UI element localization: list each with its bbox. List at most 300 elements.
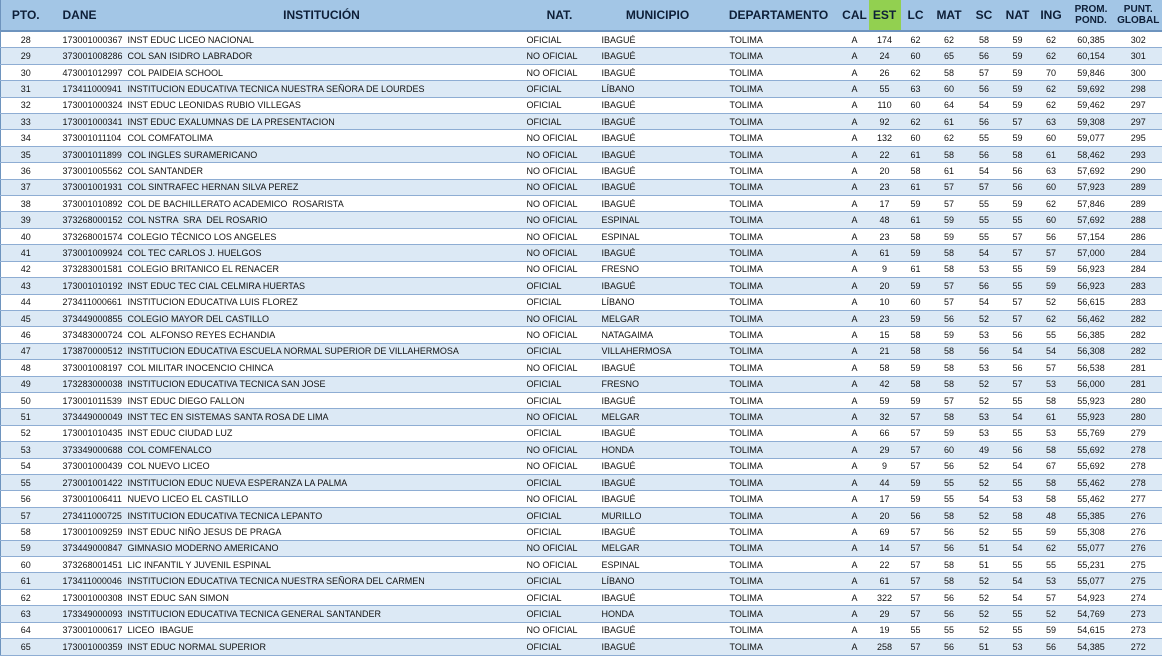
cell-punt_global: 284 (1115, 245, 1162, 261)
cell-punt_global: 281 (1115, 360, 1162, 376)
cell-prom_pond: 56,000 (1068, 376, 1115, 392)
cell-lc: 59 (901, 278, 931, 294)
cell-nat2: 55 (1001, 392, 1035, 408)
cell-punt_global: 278 (1115, 474, 1162, 490)
cell-nat2: 56 (1001, 179, 1035, 195)
table-row (1, 146, 1162, 162)
cell-lc: 57 (901, 606, 931, 622)
cell-institucion: COLEGIO MAYOR DEL CASTILLO (123, 310, 521, 326)
cell-est: 61 (869, 245, 901, 261)
cell-ing: 52 (1035, 294, 1068, 310)
cell-lc: 59 (901, 196, 931, 212)
cell-departamento: TOLIMA (717, 622, 841, 638)
cell-nat: NO OFICIAL (521, 310, 599, 326)
cell-cal: A (841, 557, 869, 573)
cell-dane: 373349000688 (51, 442, 123, 458)
cell-punt_global: 290 (1115, 163, 1162, 179)
cell-nat: OFICIAL (521, 589, 599, 605)
cell-cal: A (841, 507, 869, 523)
cell-pto: 47 (1, 343, 51, 359)
cell-municipio: IBAGUÉ (599, 639, 717, 656)
cell-municipio: IBAGUÉ (599, 278, 717, 294)
cell-cal: A (841, 491, 869, 507)
cell-institucion: COL MILITAR INOCENCIO CHINCA (123, 360, 521, 376)
cell-est: 24 (869, 48, 901, 64)
cell-municipio: IBAGUÉ (599, 114, 717, 130)
cell-cal: A (841, 245, 869, 261)
table-row (1, 212, 1162, 228)
cell-punt_global: 281 (1115, 376, 1162, 392)
cell-nat2: 59 (1001, 97, 1035, 113)
cell-prom_pond: 54,615 (1068, 622, 1115, 638)
cell-sc: 54 (968, 163, 1001, 179)
cell-punt_global: 276 (1115, 507, 1162, 523)
cell-dane: 373001010892 (51, 196, 123, 212)
cell-municipio: IBAGUÉ (599, 474, 717, 490)
cell-ing: 63 (1035, 114, 1068, 130)
cell-mat: 59 (931, 425, 968, 441)
cell-punt_global: 273 (1115, 606, 1162, 622)
col-header-dane[interactable]: DANE (51, 0, 123, 31)
cell-ing: 57 (1035, 245, 1068, 261)
cell-institucion: COLEGIO TÉCNICO LOS ANGELES (123, 228, 521, 244)
cell-institucion: INSTITUCION EDUCATIVA TECNICA LEPANTO (123, 507, 521, 523)
cell-prom_pond: 55,231 (1068, 557, 1115, 573)
cell-nat2: 54 (1001, 540, 1035, 556)
cell-cal: A (841, 81, 869, 97)
cell-institucion: INST EDUC EXALUMNAS DE LA PRESENTACION (123, 114, 521, 130)
table-row (1, 97, 1162, 113)
cell-nat: OFICIAL (521, 278, 599, 294)
cell-sc: 54 (968, 245, 1001, 261)
cell-pto: 44 (1, 294, 51, 310)
cell-institucion: LIC INFANTIL Y JUVENIL ESPINAL (123, 557, 521, 573)
cell-ing: 62 (1035, 196, 1068, 212)
cell-est: 59 (869, 392, 901, 408)
cell-prom_pond: 59,462 (1068, 97, 1115, 113)
cell-nat2: 58 (1001, 507, 1035, 523)
cell-mat: 58 (931, 146, 968, 162)
cell-departamento: TOLIMA (717, 425, 841, 441)
cell-cal: A (841, 179, 869, 195)
cell-prom_pond: 57,000 (1068, 245, 1115, 261)
cell-nat: OFICIAL (521, 425, 599, 441)
cell-pto: 56 (1, 491, 51, 507)
col-header-pto[interactable]: PTO. (1, 0, 51, 31)
cell-nat: OFICIAL (521, 606, 599, 622)
cell-punt_global: 275 (1115, 557, 1162, 573)
cell-pto: 57 (1, 507, 51, 523)
col-header-mat[interactable]: MAT (931, 0, 968, 31)
cell-nat2: 55 (1001, 474, 1035, 490)
cell-lc: 60 (901, 48, 931, 64)
cell-institucion: INSTITUCION EDUCATIVA ESCUELA NORMAL SUPERIOR DE VILLAHERMOSA (123, 343, 521, 359)
cell-sc: 56 (968, 48, 1001, 64)
cell-ing: 59 (1035, 261, 1068, 277)
cell-est: 42 (869, 376, 901, 392)
cell-punt_global: 295 (1115, 130, 1162, 146)
cell-municipio: ESPINAL (599, 557, 717, 573)
cell-departamento: TOLIMA (717, 310, 841, 326)
cell-nat2: 55 (1001, 261, 1035, 277)
cell-punt_global: 274 (1115, 589, 1162, 605)
table-header (1, 0, 1162, 31)
cell-institucion: INSTITUCION EDUCATIVA TECNICA NUESTRA SEÑORA DE LOURDES (123, 81, 521, 97)
table-row (1, 360, 1162, 376)
cell-lc: 62 (901, 31, 931, 48)
cell-departamento: TOLIMA (717, 458, 841, 474)
cell-pto: 60 (1, 557, 51, 573)
col-header-sc[interactable]: SC (968, 0, 1001, 31)
cell-cal: A (841, 622, 869, 638)
cell-mat: 59 (931, 327, 968, 343)
cell-mat: 65 (931, 48, 968, 64)
cell-municipio: MELGAR (599, 540, 717, 556)
cell-departamento: TOLIMA (717, 360, 841, 376)
cell-ing: 58 (1035, 442, 1068, 458)
cell-punt_global: 288 (1115, 212, 1162, 228)
cell-institucion: COL COMFENALCO (123, 442, 521, 458)
cell-lc: 57 (901, 573, 931, 589)
cell-departamento: TOLIMA (717, 81, 841, 97)
cell-nat2: 54 (1001, 589, 1035, 605)
col-header-nat2[interactable]: NAT (1001, 0, 1035, 31)
cell-lc: 60 (901, 130, 931, 146)
cell-nat2: 55 (1001, 524, 1035, 540)
cell-cal: A (841, 376, 869, 392)
cell-ing: 57 (1035, 589, 1068, 605)
cell-est: 32 (869, 409, 901, 425)
cell-departamento: TOLIMA (717, 196, 841, 212)
cell-sc: 54 (968, 97, 1001, 113)
cell-ing: 61 (1035, 409, 1068, 425)
table-row (1, 491, 1162, 507)
cell-nat2: 59 (1001, 31, 1035, 48)
cell-punt_global: 284 (1115, 261, 1162, 277)
cell-pto: 46 (1, 327, 51, 343)
cell-sc: 51 (968, 540, 1001, 556)
cell-prom_pond: 59,692 (1068, 81, 1115, 97)
cell-prom_pond: 57,846 (1068, 196, 1115, 212)
cell-nat: NO OFICIAL (521, 228, 599, 244)
cell-nat2: 54 (1001, 573, 1035, 589)
cell-prom_pond: 55,308 (1068, 524, 1115, 540)
table-row (1, 474, 1162, 490)
cell-sc: 52 (968, 573, 1001, 589)
cell-nat: NO OFICIAL (521, 196, 599, 212)
cell-ing: 53 (1035, 425, 1068, 441)
cell-nat: NO OFICIAL (521, 327, 599, 343)
cell-departamento: TOLIMA (717, 409, 841, 425)
cell-prom_pond: 60,154 (1068, 48, 1115, 64)
col-header-municipio[interactable]: MUNICIPIO (599, 0, 717, 31)
cell-sc: 52 (968, 507, 1001, 523)
cell-ing: 58 (1035, 392, 1068, 408)
cell-mat: 58 (931, 261, 968, 277)
table-row (1, 458, 1162, 474)
cell-ing: 61 (1035, 146, 1068, 162)
cell-institucion: NUEVO LICEO EL CASTILLO (123, 491, 521, 507)
cell-punt_global: 277 (1115, 491, 1162, 507)
cell-cal: A (841, 360, 869, 376)
col-header-est[interactable]: EST (869, 0, 901, 31)
cell-est: 44 (869, 474, 901, 490)
cell-cal: A (841, 442, 869, 458)
cell-est: 9 (869, 261, 901, 277)
cell-nat2: 55 (1001, 212, 1035, 228)
cell-pto: 54 (1, 458, 51, 474)
cell-municipio: FRESNO (599, 376, 717, 392)
cell-nat2: 55 (1001, 278, 1035, 294)
cell-est: 23 (869, 310, 901, 326)
cell-pto: 34 (1, 130, 51, 146)
cell-est: 26 (869, 64, 901, 80)
cell-pto: 37 (1, 179, 51, 195)
cell-pto: 28 (1, 31, 51, 48)
cell-departamento: TOLIMA (717, 163, 841, 179)
cell-ing: 59 (1035, 278, 1068, 294)
table-row (1, 639, 1162, 656)
cell-est: 10 (869, 294, 901, 310)
cell-punt_global: 289 (1115, 179, 1162, 195)
cell-lc: 57 (901, 524, 931, 540)
cell-cal: A (841, 97, 869, 113)
table-body (1, 31, 1162, 656)
cell-punt_global: 282 (1115, 343, 1162, 359)
cell-nat2: 53 (1001, 491, 1035, 507)
col-header-cal[interactable]: CAL (841, 0, 869, 31)
col-header-ing[interactable]: ING (1035, 0, 1068, 31)
cell-lc: 59 (901, 245, 931, 261)
cell-nat: OFICIAL (521, 474, 599, 490)
col-header-punt-global[interactable]: PUNT. GLOBAL (1115, 0, 1162, 31)
cell-ing: 62 (1035, 48, 1068, 64)
cell-punt_global: 286 (1115, 228, 1162, 244)
cell-departamento: TOLIMA (717, 491, 841, 507)
cell-departamento: TOLIMA (717, 343, 841, 359)
cell-nat2: 59 (1001, 64, 1035, 80)
cell-pto: 33 (1, 114, 51, 130)
cell-institucion: INST EDUC NIÑO JESUS DE PRAGA (123, 524, 521, 540)
cell-dane: 373483000724 (51, 327, 123, 343)
cell-cal: A (841, 573, 869, 589)
cell-punt_global: 273 (1115, 622, 1162, 638)
cell-sc: 52 (968, 310, 1001, 326)
cell-lc: 57 (901, 409, 931, 425)
cell-est: 20 (869, 507, 901, 523)
cell-mat: 58 (931, 573, 968, 589)
cell-cal: A (841, 425, 869, 441)
cell-punt_global: 272 (1115, 639, 1162, 656)
cell-nat: OFICIAL (521, 97, 599, 113)
cell-pto: 31 (1, 81, 51, 97)
cell-prom_pond: 54,385 (1068, 639, 1115, 656)
cell-ing: 70 (1035, 64, 1068, 80)
cell-sc: 49 (968, 442, 1001, 458)
cell-prom_pond: 56,615 (1068, 294, 1115, 310)
cell-sc: 56 (968, 343, 1001, 359)
cell-nat2: 56 (1001, 442, 1035, 458)
table-row (1, 245, 1162, 261)
cell-departamento: TOLIMA (717, 294, 841, 310)
cell-institucion: COL COMFATOLIMA (123, 130, 521, 146)
cell-ing: 56 (1035, 228, 1068, 244)
cell-lc: 61 (901, 146, 931, 162)
cell-municipio: IBAGUÉ (599, 589, 717, 605)
cell-departamento: TOLIMA (717, 228, 841, 244)
cell-departamento: TOLIMA (717, 64, 841, 80)
cell-departamento: TOLIMA (717, 442, 841, 458)
table-row (1, 343, 1162, 359)
cell-sc: 56 (968, 146, 1001, 162)
cell-departamento: TOLIMA (717, 245, 841, 261)
cell-departamento: TOLIMA (717, 589, 841, 605)
cell-lc: 61 (901, 212, 931, 228)
cell-nat: NO OFICIAL (521, 212, 599, 228)
cell-est: 29 (869, 606, 901, 622)
cell-lc: 57 (901, 589, 931, 605)
cell-nat2: 57 (1001, 294, 1035, 310)
cell-institucion: COL ALFONSO REYES ECHANDIA (123, 327, 521, 343)
cell-est: 58 (869, 360, 901, 376)
cell-pto: 62 (1, 589, 51, 605)
cell-est: 9 (869, 458, 901, 474)
cell-municipio: LÍBANO (599, 294, 717, 310)
cell-prom_pond: 55,692 (1068, 458, 1115, 474)
cell-municipio: IBAGUÉ (599, 163, 717, 179)
cell-prom_pond: 55,462 (1068, 491, 1115, 507)
cell-est: 29 (869, 442, 901, 458)
header-row (1, 0, 1162, 31)
cell-municipio: IBAGUÉ (599, 64, 717, 80)
cell-sc: 58 (968, 31, 1001, 48)
cell-institucion: COL NSTRA SRA DEL ROSARIO (123, 212, 521, 228)
cell-departamento: TOLIMA (717, 48, 841, 64)
cell-prom_pond: 56,308 (1068, 343, 1115, 359)
cell-prom_pond: 57,923 (1068, 179, 1115, 195)
cell-est: 15 (869, 327, 901, 343)
cell-pto: 55 (1, 474, 51, 490)
col-header-prom-pond[interactable]: PROM. POND. (1068, 0, 1115, 31)
cell-prom_pond: 55,769 (1068, 425, 1115, 441)
cell-mat: 58 (931, 557, 968, 573)
cell-punt_global: 278 (1115, 442, 1162, 458)
cell-ing: 62 (1035, 97, 1068, 113)
cell-est: 48 (869, 212, 901, 228)
cell-nat2: 59 (1001, 196, 1035, 212)
cell-ing: 48 (1035, 507, 1068, 523)
cell-punt_global: 293 (1115, 146, 1162, 162)
cell-pto: 59 (1, 540, 51, 556)
cell-mat: 58 (931, 343, 968, 359)
cell-nat: NO OFICIAL (521, 64, 599, 80)
cell-departamento: TOLIMA (717, 278, 841, 294)
cell-pto: 30 (1, 64, 51, 80)
cell-nat: OFICIAL (521, 376, 599, 392)
cell-municipio: LÍBANO (599, 573, 717, 589)
cell-institucion: INSTITUCION EDUC NUEVA ESPERANZA LA PALMA (123, 474, 521, 490)
table-row (1, 606, 1162, 622)
cell-departamento: TOLIMA (717, 114, 841, 130)
cell-dane: 373001011104 (51, 130, 123, 146)
cell-mat: 58 (931, 360, 968, 376)
cell-dane: 373268001574 (51, 228, 123, 244)
cell-pto: 58 (1, 524, 51, 540)
cell-nat2: 54 (1001, 409, 1035, 425)
cell-pto: 48 (1, 360, 51, 376)
cell-nat2: 59 (1001, 81, 1035, 97)
cell-est: 66 (869, 425, 901, 441)
cell-lc: 56 (901, 507, 931, 523)
cell-ing: 67 (1035, 458, 1068, 474)
cell-nat2: 54 (1001, 343, 1035, 359)
cell-pto: 38 (1, 196, 51, 212)
cell-lc: 59 (901, 491, 931, 507)
cell-municipio: HONDA (599, 606, 717, 622)
cell-ing: 62 (1035, 540, 1068, 556)
col-header-nat[interactable]: NAT. (521, 0, 599, 31)
table-row (1, 573, 1162, 589)
cell-dane: 273411000661 (51, 294, 123, 310)
cell-pto: 39 (1, 212, 51, 228)
cell-lc: 58 (901, 163, 931, 179)
cell-departamento: TOLIMA (717, 31, 841, 48)
cell-prom_pond: 55,385 (1068, 507, 1115, 523)
cell-punt_global: 301 (1115, 48, 1162, 64)
cell-cal: A (841, 327, 869, 343)
cell-municipio: IBAGUÉ (599, 31, 717, 48)
cell-prom_pond: 56,923 (1068, 261, 1115, 277)
cell-nat: NO OFICIAL (521, 491, 599, 507)
cell-nat: OFICIAL (521, 294, 599, 310)
cell-municipio: ESPINAL (599, 212, 717, 228)
cell-punt_global: 297 (1115, 114, 1162, 130)
cell-municipio: IBAGUÉ (599, 458, 717, 474)
cell-sc: 52 (968, 392, 1001, 408)
cell-prom_pond: 57,154 (1068, 228, 1115, 244)
cell-institucion: INST EDUC CIUDAD LUZ (123, 425, 521, 441)
cell-sc: 52 (968, 524, 1001, 540)
cell-mat: 57 (931, 392, 968, 408)
cell-nat: NO OFICIAL (521, 409, 599, 425)
cell-mat: 56 (931, 458, 968, 474)
cell-punt_global: 276 (1115, 540, 1162, 556)
cell-ing: 56 (1035, 639, 1068, 656)
cell-pto: 32 (1, 97, 51, 113)
cell-dane: 173001000324 (51, 97, 123, 113)
col-header-departamento[interactable]: DEPARTAMENTO (717, 0, 841, 31)
cell-mat: 56 (931, 639, 968, 656)
cell-municipio: FRESNO (599, 261, 717, 277)
table-row (1, 392, 1162, 408)
cell-nat2: 57 (1001, 376, 1035, 392)
cell-dane: 173349000093 (51, 606, 123, 622)
cell-dane: 473001012997 (51, 64, 123, 80)
cell-ing: 58 (1035, 491, 1068, 507)
cell-nat2: 55 (1001, 557, 1035, 573)
cell-est: 55 (869, 81, 901, 97)
cell-est: 69 (869, 524, 901, 540)
cell-institucion: INSTITUCION EDUCATIVA TECNICA NUESTRA SEÑORA DEL CARMEN (123, 573, 521, 589)
cell-punt_global: 278 (1115, 458, 1162, 474)
cell-lc: 59 (901, 360, 931, 376)
cell-sc: 54 (968, 491, 1001, 507)
col-header-institucion[interactable]: INSTITUCIÓN (123, 0, 521, 31)
table-row (1, 442, 1162, 458)
cell-lc: 59 (901, 392, 931, 408)
cell-cal: A (841, 589, 869, 605)
col-header-lc[interactable]: LC (901, 0, 931, 31)
